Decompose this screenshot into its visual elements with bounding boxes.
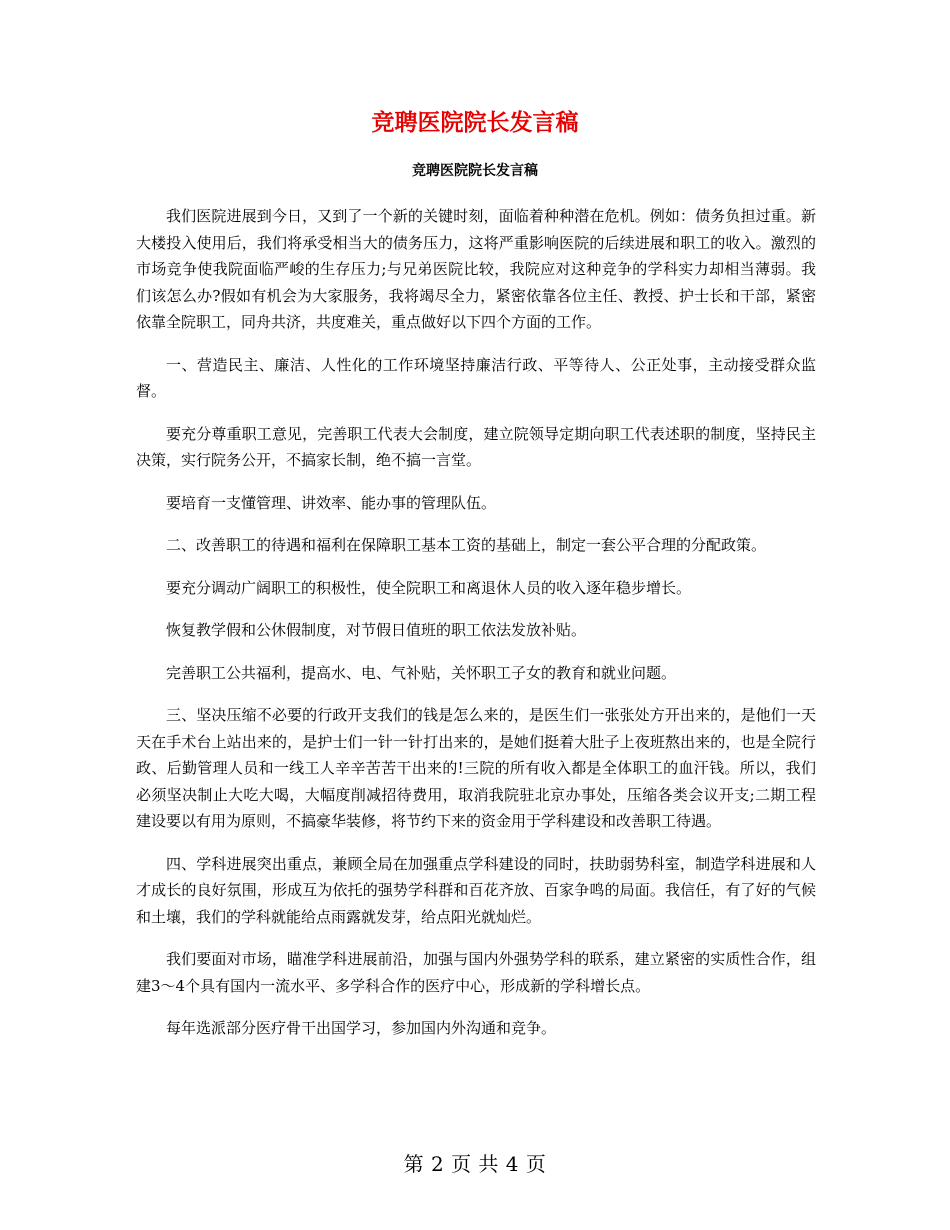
paragraph: 二、改善职工的待遇和福利在保障职工基本工资的基础上，制定一套公平合理的分配政策。 xyxy=(166,536,767,554)
paragraph: 我们医院进展到今日，又到了一个新的关键时刻，面临着种种潜在危机。例如：债务负担过重。新大楼投入使用后，我们将承受相当大的债务压力，这将严重影响医院的后续进展和职工的收入。激烈的市场竞争使我院面临严峻的生存压力;与兄弟医院比较，我院应对这种竞争的学科实力却相当薄弱。我们该怎么办?假如有机会为大家服务，我将竭尽全力，紧密依靠各位主任、教授、护士长和干部，紧密依靠全院职工，同舟共济，共度难关，重点做好以下四个方面的工作。 xyxy=(136,207,816,331)
paragraph: 恢复教学假和公休假制度，对节假日值班的职工依法发放补贴。 xyxy=(166,621,587,639)
paragraph: 一、营造民主、廉洁、人性化的工作环境坚持廉洁行政、平等待人、公正处事，主动接受群众监督。 xyxy=(136,355,816,400)
page-number-footer: 第 2 页 共 4 页 xyxy=(403,1152,547,1176)
paragraph: 要充分尊重职工意见，完善职工代表大会制度，建立院领导定期向职工代表述职的制度，坚持民主决策，实行院务公开，不搞家长制，绝不搞一言堂。 xyxy=(136,424,816,469)
document-title: 竞聘医院院长发言稿 xyxy=(371,109,579,136)
paragraph: 我们要面对市场，瞄准学科进展前沿，加强与国内外强势学科的联系，建立紧密的实质性合作，组建3～4个具有国内一流水平、多学科合作的医疗中心，形成新的学科增长点。 xyxy=(136,950,816,995)
document-body xyxy=(136,203,816,1058)
paragraph: 完善职工公共福利，提高水、电、气补贴，关怀职工子女的教育和就业问题。 xyxy=(166,663,677,682)
paragraph: 四、学科进展突出重点，兼顾全局在加强重点学科建设的同时，扶助弱势科室，制造学科进展和人才成长的良好氛围，形成互为依托的强势学科群和百花齐放、百家争鸣的局面。我信任，有了好的气候和土壤，我们的学科就能给点雨露就发芽，给点阳光就灿烂。 xyxy=(136,854,816,926)
paragraph: 要培育一支懂管理、讲效率、能办事的管理队伍。 xyxy=(166,493,497,512)
paragraph: 每年选派部分医疗骨干出国学习，参加国内外沟通和竞争。 xyxy=(166,1019,557,1037)
paragraph: 要充分调动广阔职工的积极性，使全院职工和离退休人员的收入逐年稳步增长。 xyxy=(166,578,692,597)
document-subtitle: 竞聘医院院长发言稿 xyxy=(412,163,538,179)
paragraph: 三、坚决压缩不必要的行政开支我们的钱是怎么来的，是医生们一张张处方开出来的，是他们一天天在手术台上站出来的，是护士们一针一针打出来的，是她们挺着大肚子上夜班熬出来的，也是全院行政、后勤管理人员和一线工人辛辛苦苦干出来的!三院的所有收入都是全体职工的血汗钱。所以，我们必须坚决制止大吃大喝，大幅度削减招待费用，取消我院驻北京办事处，压缩各类会议开支;二期工程建设要以有用为原则，不搞豪华装修，将节约下来的资金用于学科建设和改善职工待遇。 xyxy=(136,706,816,830)
